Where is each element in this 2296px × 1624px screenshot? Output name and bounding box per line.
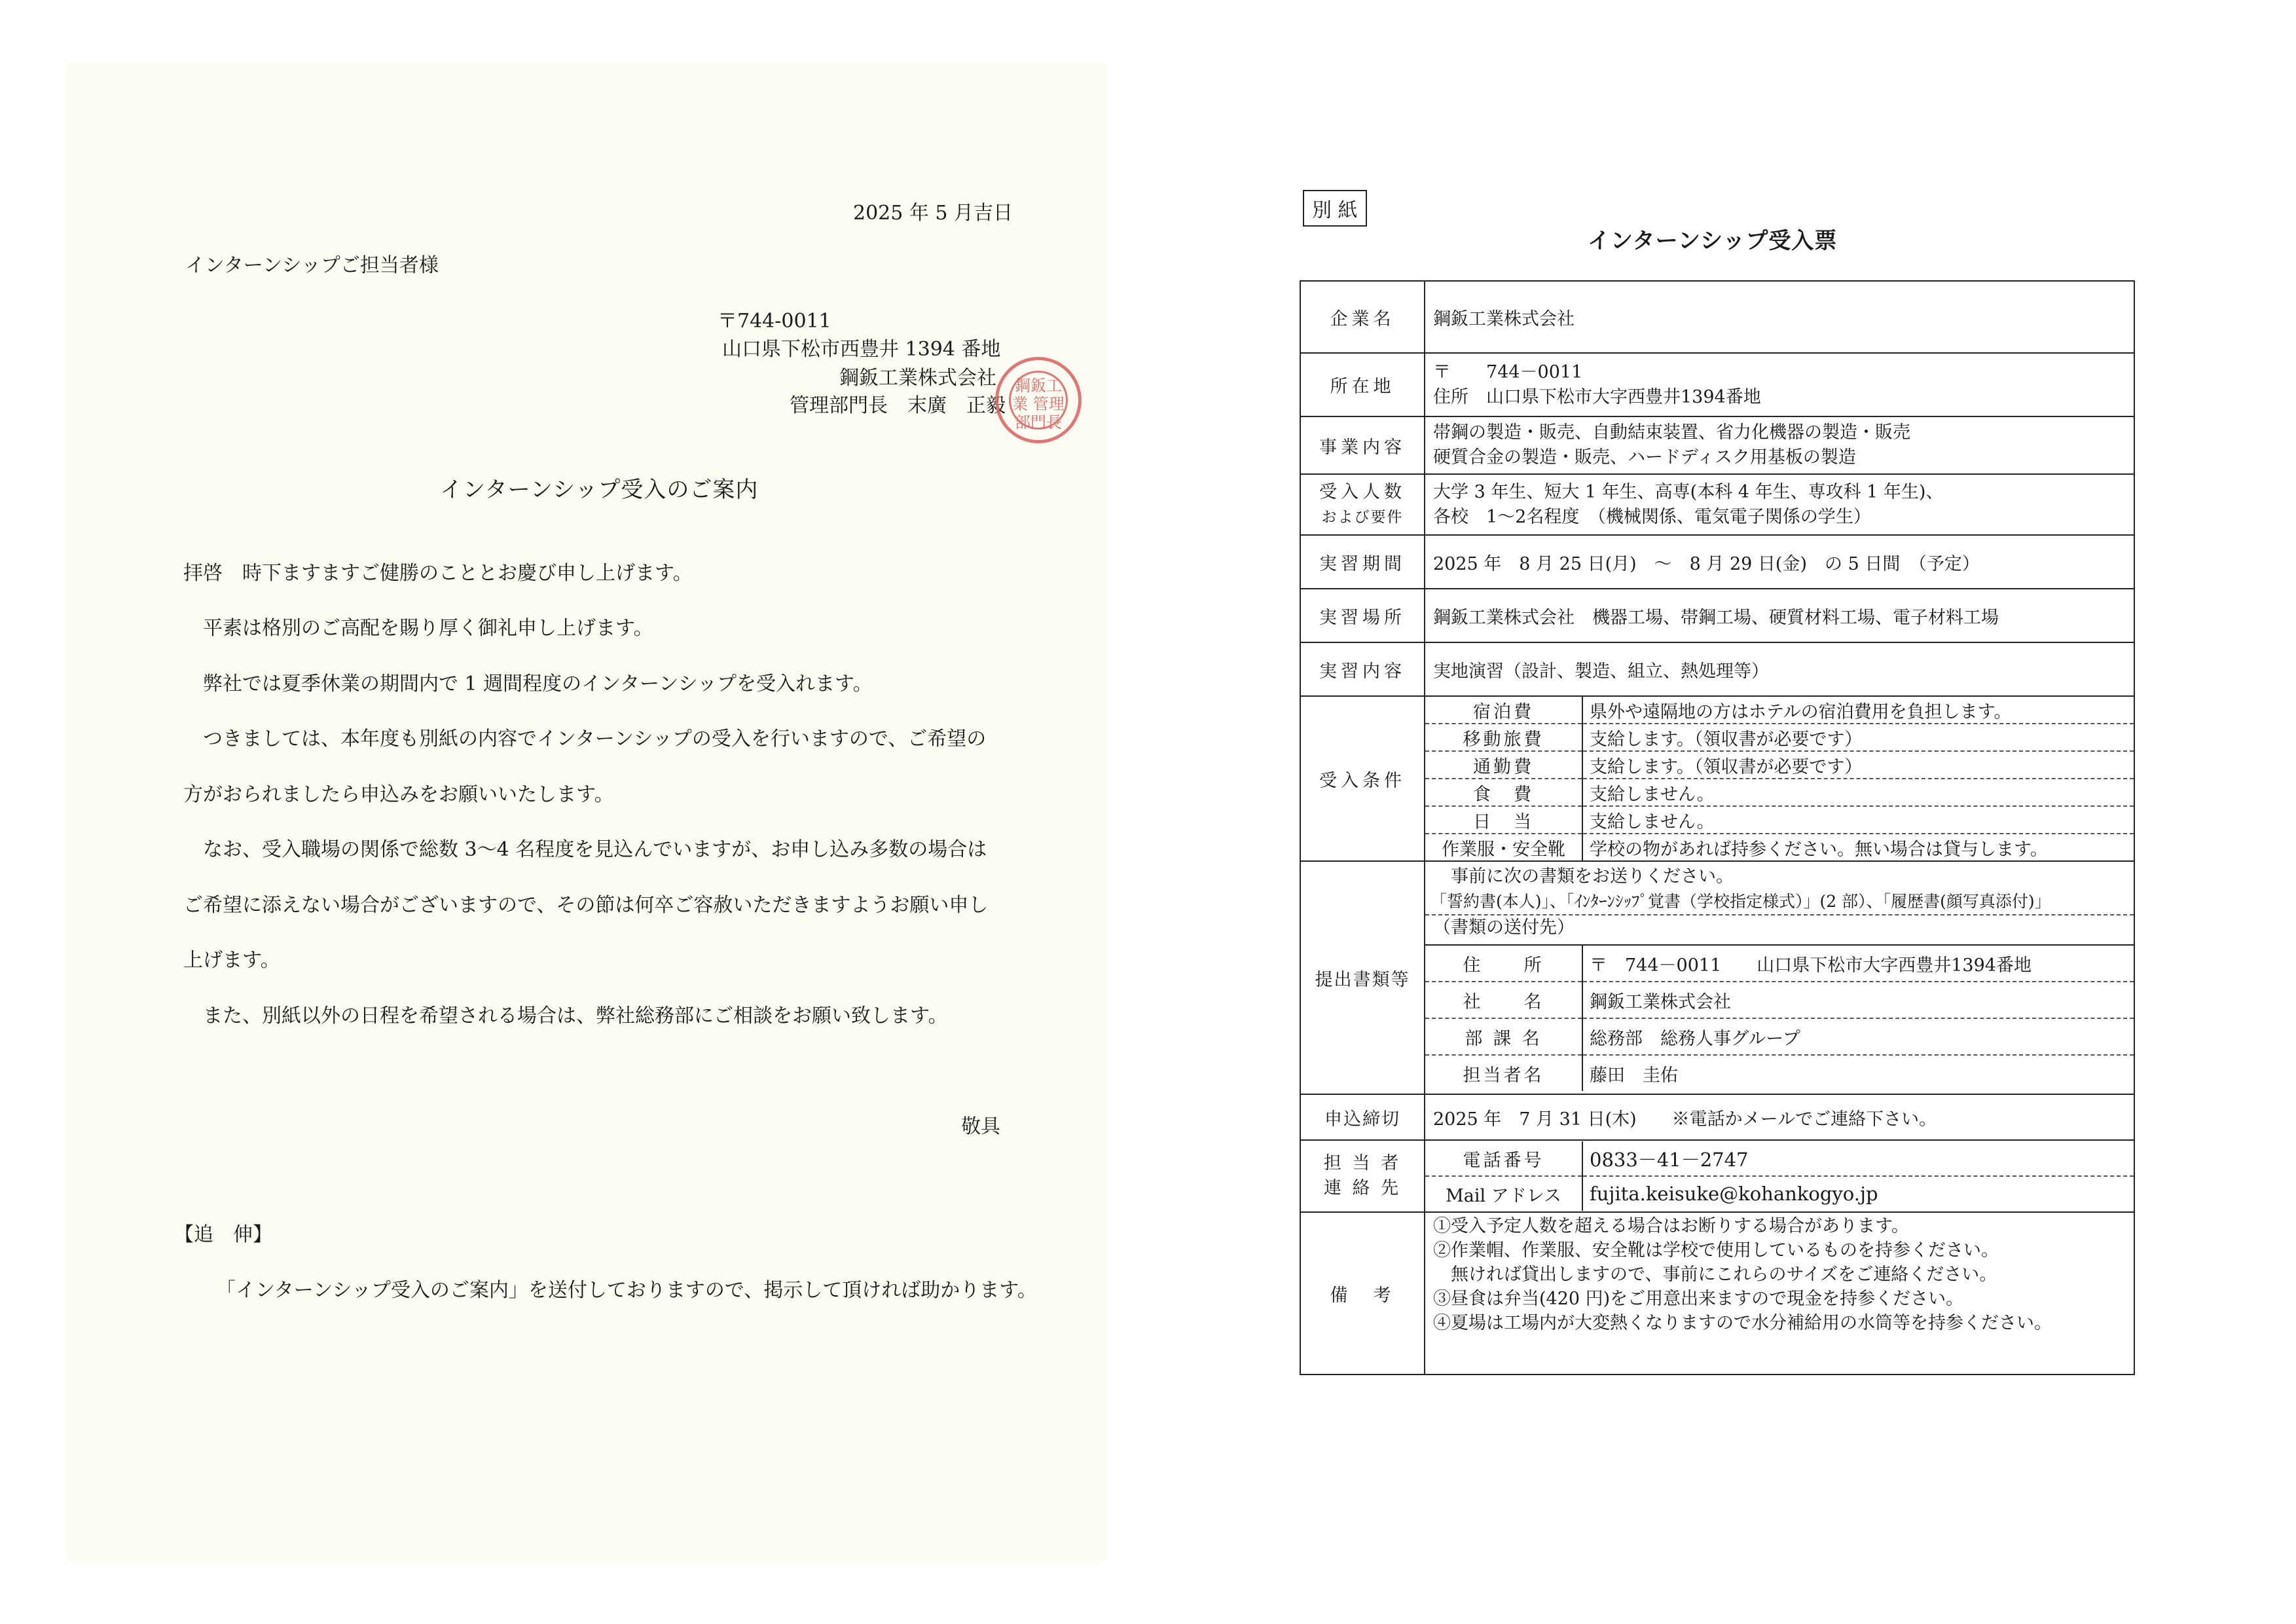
closing: 敬具	[961, 1115, 1000, 1138]
destination-value: 〒 744－0011 山口県下松市大字西豊井1394番地	[1582, 946, 2134, 982]
remark-line: ①受入予定人数を超える場合はお断りする場合があります。	[1433, 1216, 1909, 1236]
phone-number: 0833－41－2747	[1582, 1141, 2134, 1176]
label-content: 実習内容	[1300, 642, 1425, 696]
row-remarks	[1300, 1212, 2134, 1375]
condition-value: 支給します。（領収書が必要です）	[1582, 724, 2134, 751]
form-title: インターンシップ受入票	[1588, 228, 1838, 254]
destination-key: 住 所	[1425, 946, 1582, 982]
destination-row	[1425, 1018, 2134, 1055]
row-deadline	[1300, 1094, 2134, 1140]
documents-list: 「誓約書(本人)」、「ｲﾝﾀｰﾝｼｯﾌﾟ覚書（学校指定様式）」(2 部）、「履歴書(顔写真添付)」	[1425, 889, 2134, 915]
destination-value: 鋼鈑工業株式会社	[1582, 982, 2134, 1018]
acceptance-form-table	[1300, 280, 2135, 1375]
capacity-line: 大学 3 年生、短大 1 年生、高専(本科 4 年生、専攻科 1 年生)、	[1433, 481, 1944, 502]
row-capacity	[1300, 474, 2134, 535]
destination-row	[1425, 1055, 2134, 1091]
condition-key: 日 当	[1425, 806, 1582, 834]
row-content	[1300, 642, 2134, 696]
condition-row	[1425, 806, 2134, 834]
condition-value: 県外や遠隔地の方はホテルの宿泊費用を負担します。	[1582, 697, 2134, 724]
contact-key: 電話番号	[1425, 1141, 1582, 1176]
row-place	[1300, 589, 2134, 642]
remark-line: ③昼食は弁当(420 円)をご用意出来ますので現金を持参ください。	[1433, 1289, 1964, 1309]
condition-value: 学校の物があれば持参ください。無い場合は貸与します。	[1590, 839, 2048, 860]
label-remarks: 備 考	[1300, 1212, 1425, 1375]
row-conditions	[1300, 696, 2134, 861]
label-place: 実習場所	[1300, 589, 1425, 642]
destination-row	[1425, 946, 2134, 982]
condition-key: 移動旅費	[1425, 724, 1582, 751]
condition-row	[1425, 724, 2134, 751]
body-line: また、別紙以外の日程を希望される場合は、弊社総務部にご相談をお願い致します。	[183, 1005, 948, 1027]
condition-row	[1425, 751, 2134, 779]
row-company	[1300, 281, 2134, 353]
condition-key: 作業服・安全靴	[1425, 834, 1582, 860]
sender-address: 山口県下松市西豊井 1394 番地	[722, 338, 1001, 361]
label-company: 企業名	[1300, 281, 1425, 353]
destination-table	[1425, 946, 2134, 1091]
body-line: ご希望に添えない場合がございますので、その節は何卒ご容赦いただきますようお願い申し	[183, 894, 989, 917]
value-deadline: 2025 年 7 月 31 日(木) ※電話かメールでご連絡下さい。	[1425, 1094, 2134, 1140]
body-line: 方がおられましたら申込みをお願いいたします。	[183, 783, 614, 806]
location-address: 住所 山口県下松市大字西豊井1394番地	[1433, 386, 1761, 407]
condition-row	[1425, 697, 2134, 724]
destination-key: 社 名	[1425, 982, 1582, 1018]
condition-value: 支給しません。	[1582, 779, 2134, 806]
location-postal: 〒 744－0011	[1433, 361, 1583, 382]
sender-signatory: 管理部門長 末廣 正毅	[790, 394, 1006, 417]
documents-intro: 事前に次の書類をお送りください。	[1433, 866, 1734, 887]
letter-date: 2025 年 5 月吉日	[853, 202, 1013, 225]
body-line: 拝啓 時下ますますご健勝のこととお慶び申し上げます。	[183, 562, 693, 585]
label-documents: 提出書類等	[1300, 861, 1425, 1094]
label-period: 実習期間	[1300, 535, 1425, 589]
contact-row	[1425, 1141, 2134, 1176]
sender-postal: 〒744-0011	[718, 310, 831, 333]
remark-line: ④夏場は工場内が大変熱くなりますので水分補給用の水筒等を持参ください。	[1433, 1313, 2052, 1333]
letter-page	[65, 62, 1106, 1562]
row-location	[1300, 353, 2134, 416]
condition-key: 食 費	[1425, 779, 1582, 806]
destination-value: 総務部 総務人事グループ	[1582, 1018, 2134, 1055]
condition-value: 支給します。（領収書が必要です）	[1582, 751, 2134, 779]
remark-line: 無ければ貸出しますので、事前にこれらのサイズをご連絡ください。	[1433, 1264, 1997, 1285]
body-line: 弊社では夏季休業の期間内で 1 週間程度のインターンシップを受入れます。	[183, 673, 873, 695]
value-content: 実地演習（設計、製造、組立、熱処理等）	[1425, 642, 2134, 696]
destination-value: 藤田 圭佑	[1590, 1065, 1678, 1086]
label-contact-info: 連 絡 先	[1323, 1178, 1402, 1198]
conditions-table	[1425, 697, 2134, 860]
documents-destination-heading: （書類の送付先）	[1425, 915, 2134, 946]
condition-row	[1425, 834, 2134, 860]
destination-key: 担当者名	[1425, 1055, 1582, 1091]
sender-company: 鋼鈑工業株式会社	[839, 367, 996, 390]
row-contact	[1300, 1140, 2134, 1212]
body-line: 平素は格別のご高配を賜り厚く御礼申し上げます。	[183, 617, 653, 640]
body-line: 上げます。	[183, 949, 280, 972]
letter-title: インターンシップ受入のご案内	[440, 477, 759, 503]
label-location: 所在地	[1300, 353, 1425, 416]
label-capacity: 受入人数	[1319, 481, 1406, 502]
destination-key: 部 課 名	[1425, 1018, 1582, 1055]
value-period: 2025 年 8 月 25 日(月) ～ 8 月 29 日(金) の 5 日間 （予定）	[1425, 535, 2134, 589]
remark-line: ②作業帽、作業服、安全靴は学校で使用しているものを持参ください。	[1433, 1240, 1999, 1261]
condition-key: 宿泊費	[1425, 697, 1582, 724]
value-company: 鋼鈑工業株式会社	[1425, 281, 2134, 353]
label-requirements: および要件	[1321, 508, 1404, 526]
company-seal	[995, 357, 1082, 443]
label-business: 事業内容	[1300, 416, 1425, 474]
body-line: つきましては、本年度も別紙の内容でインターンシップの受入を行いますので、ご希望の	[183, 728, 987, 750]
row-period	[1300, 535, 2134, 589]
row-business	[1300, 416, 2134, 474]
label-contact-person: 担 当 者	[1323, 1153, 1402, 1173]
contact-key: Mail アドレス	[1425, 1176, 1582, 1211]
addressee: インターンシップご担当者様	[185, 254, 439, 277]
business-line: 帯鋼の製造・販売、自動結束装置、省力化機器の製造・販売	[1433, 422, 1910, 443]
ps-heading: 【追 伸】	[174, 1223, 272, 1246]
label-deadline: 申込締切	[1300, 1094, 1425, 1140]
row-documents	[1300, 861, 2134, 1094]
condition-key: 通勤費	[1425, 751, 1582, 779]
seal-text: 鋼鈑工業 管理部門長	[1009, 371, 1068, 430]
business-line: 硬質合金の製造・販売、ハードディスク用基板の製造	[1433, 447, 1856, 468]
condition-value: 支給しません。	[1582, 806, 2134, 834]
ps-body: 「インターンシップ受入のご案内」を送付しておりますので、掲示して頂ければ助かります。	[216, 1279, 1037, 1302]
value-place: 鋼鈑工業株式会社 機器工場、帯鋼工場、硬質材料工場、電子材料工場	[1425, 589, 2134, 642]
contact-table	[1425, 1141, 2134, 1211]
label-conditions: 受入条件	[1300, 696, 1425, 861]
body-line: なお、受入職場の関係で総数 3～4 名程度を見込んでいますが、お申し込み多数の場合は	[183, 838, 987, 861]
destination-row	[1425, 982, 2134, 1018]
attachment-tag: 別 紙	[1303, 190, 1367, 227]
contact-row	[1425, 1176, 2134, 1211]
email-address: fujita.keisuke@kohankogyo.jp	[1590, 1183, 1878, 1205]
capacity-line: 各校 1～2名程度 （機械関係、電気電子関係の学生）	[1433, 506, 1871, 527]
condition-row	[1425, 779, 2134, 806]
